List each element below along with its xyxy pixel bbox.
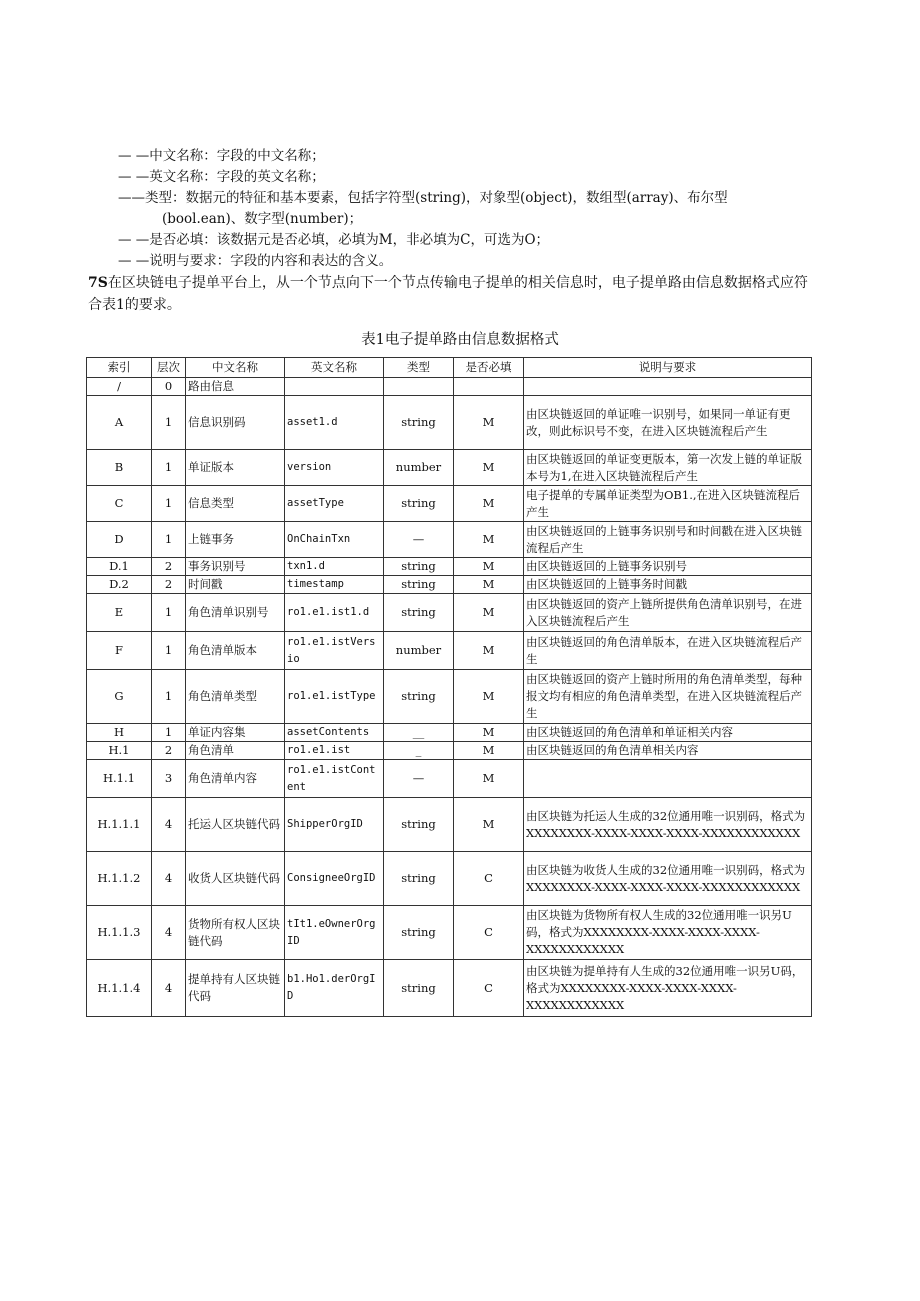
cell-english-name: ro1.e1.ist: [285, 742, 384, 760]
clause-text: 在区块链电子提单平台上，从一个节点向下一个节点传输电子提单的相关信息时，电子提单路由信息数据格式应符合表1的要求。: [88, 275, 808, 313]
header-description: 说明与要求: [524, 358, 812, 378]
cell-chinese-name: 角色清单类型: [186, 670, 285, 724]
cell-required: M: [454, 450, 524, 486]
cell-type: string: [384, 576, 454, 594]
cell-chinese-name: 信息识别码: [186, 396, 285, 450]
cell-type: string: [384, 486, 454, 522]
cell-index: E: [87, 594, 152, 632]
cell-chinese-name: 角色清单: [186, 742, 285, 760]
cell-index: H.1.1.1: [87, 798, 152, 852]
table-row: [87, 798, 812, 852]
definition-item: — —说明与要求：字段的内容和表达的含义。: [118, 253, 393, 269]
routing-data-table: [86, 357, 812, 1017]
cell-type: —: [384, 522, 454, 558]
cell-required: M: [454, 396, 524, 450]
cell-type: string: [384, 798, 454, 852]
clause-paragraph: [88, 272, 812, 316]
cell-description: 由区块链返回的上链事务识别号: [524, 558, 812, 576]
cell-chinese-name: 货物所有权人区块链代码: [186, 906, 285, 960]
cell-english-name: timestamp: [285, 576, 384, 594]
cell-english-name: version: [285, 450, 384, 486]
cell-index: H.1.1: [87, 760, 152, 798]
cell-required: M: [454, 742, 524, 760]
cell-chinese-name: 收货人区块链代码: [186, 852, 285, 906]
cell-type: __: [384, 724, 454, 742]
cell-type: [384, 378, 454, 396]
cell-required: C: [454, 852, 524, 906]
cell-type: string: [384, 906, 454, 960]
cell-index: G: [87, 670, 152, 724]
cell-level: 2: [152, 742, 186, 760]
cell-index: H.1.1.4: [87, 960, 152, 1017]
definition-item: — —英文名称：字段的英文名称；: [118, 169, 325, 185]
cell-level: 1: [152, 522, 186, 558]
cell-description: 由区块链为货物所有权人生成的32位通用唯一识另U码，格式为XXXXXXXX-XXXX-XXXX-XXXX-XXXXXXXXXXXX: [524, 906, 812, 960]
cell-type: string: [384, 558, 454, 576]
cell-level: 4: [152, 906, 186, 960]
cell-description: 由区块链返回的角色清单和单证相关内容: [524, 724, 812, 742]
cell-required: M: [454, 558, 524, 576]
cell-required: M: [454, 724, 524, 742]
cell-description: 由区块链为提单持有人生成的32位通用唯一识另U码，格式为XXXXXXXX-XXXX-XXXX-XXXX-XXXXXXXXXXXX: [524, 960, 812, 1017]
cell-english-name: txn1.d: [285, 558, 384, 576]
cell-chinese-name: 事务识别号: [186, 558, 285, 576]
cell-description: [524, 760, 812, 798]
cell-index: F: [87, 632, 152, 670]
table-row: [87, 486, 812, 522]
cell-required: [454, 378, 524, 396]
cell-type: number: [384, 450, 454, 486]
table-row: [87, 724, 812, 742]
definition-item: — —是否必填：该数据元是否必填，必填为M，非必填为C，可选为O；: [118, 232, 550, 248]
cell-type: number: [384, 632, 454, 670]
cell-chinese-name: 角色清单内容: [186, 760, 285, 798]
cell-description: 由区块链返回的角色清单版本，在进入区块链流程后产生: [524, 632, 812, 670]
cell-level: 1: [152, 670, 186, 724]
cell-type: string: [384, 670, 454, 724]
cell-level: 4: [152, 960, 186, 1017]
cell-index: D.2: [87, 576, 152, 594]
cell-english-name: assetType: [285, 486, 384, 522]
definition-item: — —中文名称：字段的中文名称；: [118, 148, 325, 164]
cell-chinese-name: 时间戳: [186, 576, 285, 594]
cell-description: 由区块链返回的单证唯一识别号，如果同一单证有更改，则此标识号不变，在进入区块链流程后产生: [524, 396, 812, 450]
definition-list: [118, 146, 818, 272]
cell-required: M: [454, 486, 524, 522]
cell-required: M: [454, 594, 524, 632]
table-row: [87, 396, 812, 450]
table-caption: 表1电子提单路由信息数据格式: [361, 332, 559, 348]
cell-english-name: tIt1.eOwnerOrgID: [285, 906, 384, 960]
cell-required: M: [454, 670, 524, 724]
definition-item-continued: (bool.ean)、数字型(number)；: [162, 211, 363, 227]
clause-number: 7S: [88, 275, 108, 291]
cell-english-name: ro1.e1.istType: [285, 670, 384, 724]
header-required: 是否必填: [454, 358, 524, 378]
cell-description: 由区块链为收货人生成的32位通用唯一识别码，格式为XXXXXXXX-XXXX-XXXX-XXXX-XXXXXXXXXXXX: [524, 852, 812, 906]
cell-chinese-name: 路由信息: [186, 378, 285, 396]
definition-item: ——类型：数据元的特征和基本要素，包括字符型(string)，对象型(object)，数组型(array)、布尔型: [118, 190, 728, 206]
cell-type: —: [384, 760, 454, 798]
header-type: 类型: [384, 358, 454, 378]
cell-index: D.1: [87, 558, 152, 576]
cell-description: 由区块链为托运人生成的32位通用唯一识别码，格式为XXXXXXXX-XXXX-XXXX-XXXX-XXXXXXXXXXXX: [524, 798, 812, 852]
cell-required: M: [454, 798, 524, 852]
cell-english-name: ro1.e1.istVersio: [285, 632, 384, 670]
cell-chinese-name: 角色清单识别号: [186, 594, 285, 632]
cell-level: 1: [152, 396, 186, 450]
cell-required: M: [454, 760, 524, 798]
cell-english-name: OnChainTxn: [285, 522, 384, 558]
cell-chinese-name: 信息类型: [186, 486, 285, 522]
cell-english-name: ro1.e1.ist1.d: [285, 594, 384, 632]
cell-required: M: [454, 632, 524, 670]
header-index: 索引: [87, 358, 152, 378]
table-row: [87, 558, 812, 576]
cell-index: /: [87, 378, 152, 396]
cell-english-name: ro1.e1.istContent: [285, 760, 384, 798]
cell-type: string: [384, 960, 454, 1017]
cell-description: 由区块链返回的角色清单相关内容: [524, 742, 812, 760]
cell-description: 由区块链返回的上链事务时间戳: [524, 576, 812, 594]
cell-type: string: [384, 852, 454, 906]
cell-level: 0: [152, 378, 186, 396]
table-row: [87, 670, 812, 724]
cell-level: 1: [152, 632, 186, 670]
cell-level: 1: [152, 486, 186, 522]
cell-level: 3: [152, 760, 186, 798]
cell-type: string: [384, 396, 454, 450]
cell-index: B: [87, 450, 152, 486]
header-level: 层次: [152, 358, 186, 378]
table-row: [87, 576, 812, 594]
cell-level: 1: [152, 450, 186, 486]
cell-index: H.1: [87, 742, 152, 760]
cell-level: 1: [152, 724, 186, 742]
cell-level: 2: [152, 558, 186, 576]
cell-level: 1: [152, 594, 186, 632]
cell-chinese-name: 上链事务: [186, 522, 285, 558]
table-row: [87, 378, 812, 396]
table-header-row: [87, 358, 812, 378]
header-chinese-name: 中文名称: [186, 358, 285, 378]
table-row: [87, 594, 812, 632]
cell-description: 由区块链返回的单证变更版本，第一次发上链的单证版本号为1,在进入区块链流程后产生: [524, 450, 812, 486]
table-row: [87, 742, 812, 760]
cell-required: M: [454, 522, 524, 558]
cell-required: C: [454, 960, 524, 1017]
table-row: [87, 760, 812, 798]
cell-index: H.1.1.3: [87, 906, 152, 960]
cell-type: _: [384, 742, 454, 760]
cell-description: [524, 378, 812, 396]
cell-chinese-name: 角色清单版本: [186, 632, 285, 670]
cell-required: M: [454, 576, 524, 594]
cell-english-name: asset1.d: [285, 396, 384, 450]
cell-required: C: [454, 906, 524, 960]
table-row: [87, 906, 812, 960]
cell-description: 由区块链返回的资产上链时所用的角色清单类型，每种报文均有相应的角色清单类型，在进入区块链流程后产生: [524, 670, 812, 724]
cell-description: 由区块链返回的上链事务识别号和时间戳在进入区块链流程后产生: [524, 522, 812, 558]
cell-index: D: [87, 522, 152, 558]
cell-english-name: ConsigneeOrgID: [285, 852, 384, 906]
header-english-name: 英文名称: [285, 358, 384, 378]
table-row: [87, 852, 812, 906]
table-row: [87, 450, 812, 486]
table-body: [87, 378, 812, 1017]
cell-chinese-name: 提单持有人区块链代码: [186, 960, 285, 1017]
cell-type: string: [384, 594, 454, 632]
cell-level: 2: [152, 576, 186, 594]
cell-chinese-name: 托运人区块链代码: [186, 798, 285, 852]
table-row: [87, 522, 812, 558]
cell-english-name: ShipperOrgID: [285, 798, 384, 852]
table-row: [87, 632, 812, 670]
cell-index: A: [87, 396, 152, 450]
cell-level: 4: [152, 852, 186, 906]
cell-index: H: [87, 724, 152, 742]
cell-index: H.1.1.2: [87, 852, 152, 906]
cell-english-name: b1.Ho1.derOrgID: [285, 960, 384, 1017]
cell-description: 电子提单的专属单证类型为OB1.,在进入区块链流程后产生: [524, 486, 812, 522]
cell-index: C: [87, 486, 152, 522]
cell-english-name: [285, 378, 384, 396]
cell-english-name: assetContents: [285, 724, 384, 742]
cell-chinese-name: 单证版本: [186, 450, 285, 486]
cell-chinese-name: 单证内容集: [186, 724, 285, 742]
cell-level: 4: [152, 798, 186, 852]
cell-description: 由区块链返回的资产上链所提供角色清单识别号，在进入区块链流程后产生: [524, 594, 812, 632]
table-row: [87, 960, 812, 1017]
